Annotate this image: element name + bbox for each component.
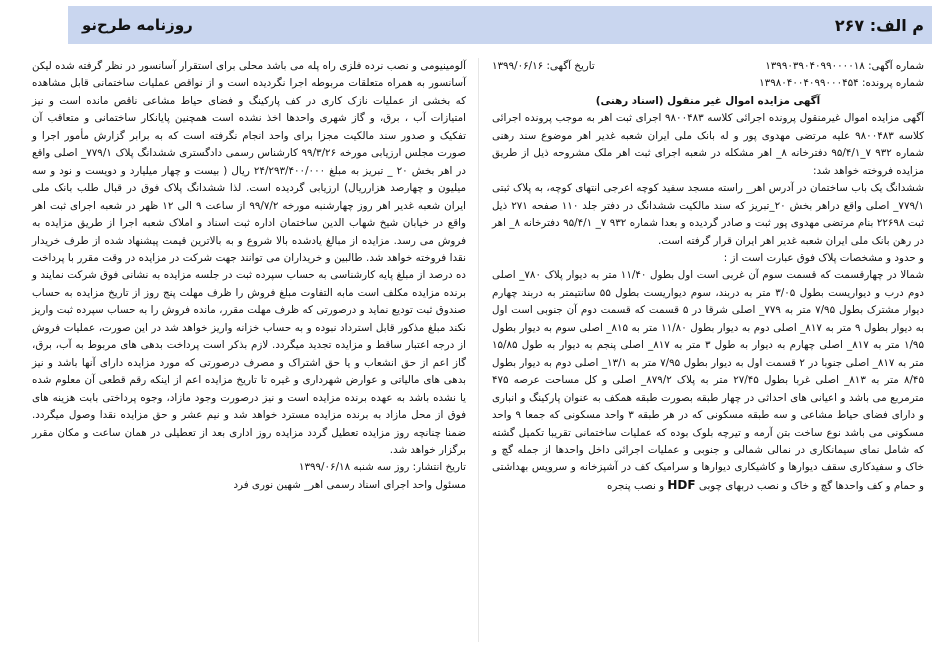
hdf-label: HDF [667,477,696,492]
notice-paragraph-property: ششدانگ یک باب ساختمان در آدرس اهر_ راسته مسجد سفید کوچه اعرجی انتهای کوچه، به پلاک ثبتی ۷۷۹/۱_ اصلی واقع دراهر بخش ۲۰_تبریز که سند مالکیت ششدانگ در دفتر جلد ۱۱۰ صفحه ۲۷۱ ذیل ثبت ۲۲۶۹۸ بنام مرتضی مهدوی پور ثبت و صادر گردیده و بعدا شماره ۹۳۲ ۷_ ۹۵/۴/۱ دفترخانه ۸_ اهر در رهن بانک ملی ایران شعبه غدیر اهر ایران قرار گرفته است. [492,182,925,247]
notice-title: آگهی مزایده اموال غیر منقول (اسناد رهنی) [595,94,821,107]
column-divider [478,58,479,642]
case-number: شماره پرونده: ۱۳۹۸۰۴۰۰۴۰۹۹۰۰۰۴۵۴ [759,77,924,90]
left-column [32,58,466,494]
notice-paragraph-bounds [492,267,924,495]
page-header [68,6,932,44]
notice-number: شماره آگهی: ۱۳۹۹۰۳۹۰۴۰۹۹۰۰۰۰۱۸ [765,60,924,72]
notice-meta-row [492,58,924,75]
signature-credit: مسئول واحد اجرای اسناد رسمی اهر_ شهین نوری فرد [233,478,466,491]
notice-paragraph-intro: آگهی مزایده اموال غیرمنقول پرونده اجرائی کلاسه ۹۸۰۰۴۸۳ اجرای ثبت اهر به موجب پرونده اجرائی کلاسه ۹۸۰۰۴۸۳ علیه مرتضی مهدوی پور و له بانک ملی ایران شعبه غدیر اهر موضوع سند رهنی شماره ۹۳۲ ۷_۹۵/۴/۱ دفترخانه ۸_ اهر مشکله در شعبه اجرای ثبت اهر ملک مشروحه ذیل از طریق مزایده فروخته خواهد شد: [492,112,925,177]
notice-date: تاریخ آگهی: ۱۳۹۹/۰۶/۱۶ [492,60,595,72]
notice-paragraph-bounds-heading: و حدود و مشخصات پلاک فوق عبارت است از : [723,251,924,264]
right-column [492,58,924,495]
notice-paragraph-continued: آلومینیومی و نصب نرده فلزی راه پله می باشد محلی برای استقرار آسانسور در نظر گرفته شده لیکن آسانسور به همراه متعلقات مربوطه اجرا نگردیده است و از نواقص عملیات ساختمانی قابل مشاهده که بخشی از عملیات نازک کاری در کف پارکینگ و فضای حیاط مشاعی ناقص مانده است و نیز امتیازات آب ، برق، و گاز شهری واحدها اخذ نشده است همچنین پایانکار ساختمانی و متعاقب آن تفکیک و صدور سند مالکیت مجزا برای واحد انجام نگرفته است که به برابر گزارش مأمور اجرا و صورت مجلس ارزیابی مورخه ۹۹/۳/۲۶ کارشناس رسمی دادگستری ششدانگ پلاک ۷۷۹/۱_ اصلی واقع در اهر بخش ۲۰ _ تبریز به مبلغ ۲۴/۲۹۳/۴۰۰/۰۰۰ ریال ( بیست و چهار میلیارد و دویست و نود و سه میلیون و چهارصد هزارریال) ارزیابی گردیده است. لذا ششدانگ پلاک فوق در قبال طلب بانک ملی ایران شعبه غدیر اهر روز چهارشنبه مورخه ۹۹/۷/۲ از ساعت ۹ الی ۱۲ ظهر در شعبه اجرای ثبت اهر واقع در خیابان شیخ شهاب الدین ساختمان اداره ثبت اسناد و املاک شعبه اجرا از طریق مزایده به فروش می رسد. مزایده از مبالغ یادشده بالا شروع و به بالاترین قیمت پیشنهاد شده از طرف خریدار نقدا فروخته خواهد شد. طالبین و خریداران می توانند جهت شرکت در مزایده در وقت مقرر با پرداخت ده درصد از مبلغ پایه کارشناسی به حساب سپرده ثبت در جلسه مزایده به نشانی فوق شرکت نمایند و برنده مزایده مکلف است مابه التفاوت مبلغ فروش را ظرف مهلت پنج روز از تاریخ مزایده به حساب صندوق ثبت توديع نمايد و درصورتی که ظرف مهلت مقرر، مانده فروش را به حساب سپرده ثبت واریز نکند مبلغ مذکور قابل استرداد نبوده و به حساب خزانه واریز خواهد شد در این صورت، عملیات فروش از درجه اعتبار ساقط و مزایده تجدید میگردد. لازم بذکر است پرداخت بدهی های مربوط به آب، برق، گاز اعم از حق انشعاب و یا حق اشتراک و مصرف درصورتی که مورد مزایده دارای آنها باشد و نیز بدهی های مالیاتی و عوارض شهرداری و غیره تا تاریخ مزایده اعم از اینکه رقم قطعی آن معلوم شده یا نشده باشد به عهده برنده مزایده است و نیز درصورت وجود مازاد، وجوه پرداختی بابت هزینه های فوق از محل مازاد به برنده مزایده مسترد خواهد شد و نیم عشر و حق مزایده نقدا وصول میگردد. ضمنا چنانچه روز مزایده تعطیل گردد مزایده روز اداری بعد از تعطیلی در همان ساعت و مکان مقرر برگزار خواهد شد. [32,60,466,456]
newspaper-name: روزنامه طرح‌نو [82,16,193,34]
issue-number: م الف: ۲۶۷ [834,15,924,35]
publish-date: تاریخ انتشار: روز سه شنبه ۱۳۹۹/۰۶/۱۸ [298,461,466,474]
bounds-text: شمالا در چهارقسمت که قسمت سوم آن غربی است اول بطول ۱۱/۴۰ متر به دیوار پلاک ۷۸۰_ اصلی دوم درب و دیواریست بطول ۳/۰۵ متر به دربند، سوم دیواریست بطول ۵۵ سانتیمتر به دربند چهارم دیوار مشترک بطول ۷/۹۵ متر به ۷۷۹_ اصلی شرقا در ۵ قسمت که قسمت دوم آن جنوبی است اول به دیوار بطول ۹ متر به ۸۱۷_ اصلی دوم به دیوار بطول ۱۱/۸۰ متر به ۸۱۵_ اصلی سوم به دیوار بطول ۱/۹۵ متر به ۸۱۷_ اصلی چهارم به دیوار به طول ۳ متر به ۸۱۷_ اصلی پنجم به دیوار به طول ۱۵/۸۵ متر به ۸۱۷_ اصلی جنوبا در ۲ قسمت اول به دیوار بطول ۷/۹۵ متر به ۱۳/۱_ اصلی دوم به دیوار بطول ۸/۴۵ متر به ۸۱۳_ اصلی غربا بطول ۲۷/۴۵ متر به پلاک ۸۷۹/۲_ اصلی و کل مساحت عرصه ۴۷۵ مترمربع می باشد و اعیانی های احداثی در چهار طبقه بصورت طبقه همکف به عنوان پارکینگ و انباری و دارای فضای حیاط مشاعی و سه طبقه مسکونی که در هر طبقه ۳ واحد مسکونی که جمعا ۹ واحد مسکونی می باشد نوع ساخت بتن آرمه و تیرچه بلوک بوده که عملیات ساختمانی تقریبا تکمیل گشته که شامل نمای سیمانکاری در نمالی شمالی و جنوبی و عملیات اجرائی داخل واحدها از جمله گچ و خاک و سفیدکاری سقف دیوارها و کاشیکاری دیوارها و سرامیک کف در آشپزخانه و سرویس بهداشتی و حمام و کف واحدها گچ و خاک و نصب دربهای چوبی [492,269,925,492]
bounds-text-end: و نصب پنجره [606,479,665,492]
